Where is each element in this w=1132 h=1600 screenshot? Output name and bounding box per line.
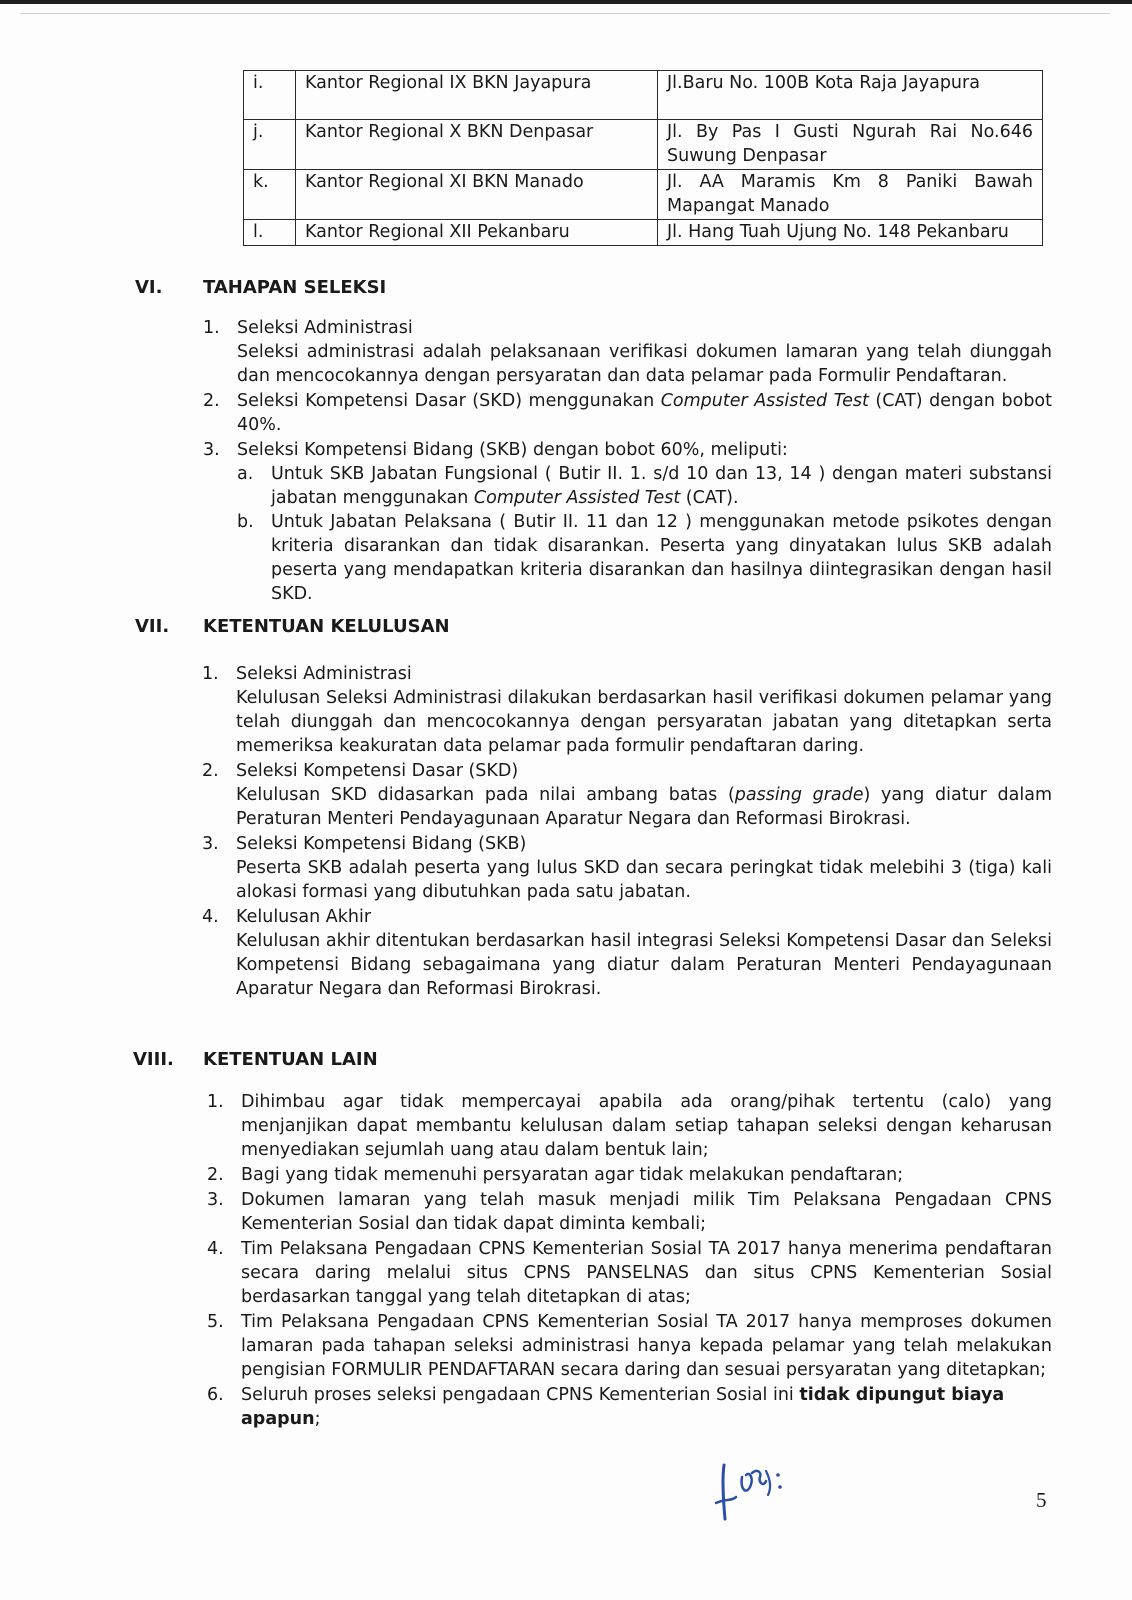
item-title: Seleksi Administrasi xyxy=(236,664,412,684)
item-number: 3. xyxy=(202,834,219,854)
section-vii-list xyxy=(202,662,1052,1002)
office-name: Kantor Regional XII Pekanbaru xyxy=(296,220,658,246)
regional-office-table xyxy=(243,70,1043,246)
list-item xyxy=(207,1163,1052,1187)
item-number: 2. xyxy=(202,761,219,781)
office-address xyxy=(658,170,1043,220)
section-vi-list xyxy=(203,316,1052,607)
text-run: Seluruh proses seleksi pengadaan CPNS Kementerian Sosial ini xyxy=(241,1385,800,1405)
item-number: 1. xyxy=(203,318,220,338)
address-line: Mapangat Manado xyxy=(667,196,830,216)
table-row xyxy=(244,170,1043,220)
item-title: Seleksi Kompetensi Dasar (SKD) xyxy=(236,761,519,781)
item-number: 6. xyxy=(207,1385,224,1405)
scan-top-edge xyxy=(0,0,1132,4)
text-run: Kelulusan SKD didasarkan pada nilai ambang batas ( xyxy=(236,785,735,805)
item-number: 3. xyxy=(207,1190,224,1210)
list-item xyxy=(203,389,1052,437)
text-run: Untuk SKB Jabatan Fungsional ( Butir II. 1. s/d 10 dan 13, 14 ) dengan materi substansi jabatan menggunakan xyxy=(271,464,1052,508)
handwritten-initials xyxy=(710,1457,800,1527)
italic-term: passing grade xyxy=(734,785,864,805)
item-text xyxy=(241,1383,1052,1431)
text-run: ; xyxy=(314,1409,321,1429)
address-line: Jl. AA Maramis Km 8 Paniki Bawah xyxy=(667,172,1033,192)
text-run: Seleksi Kompetensi Dasar (SKD) menggunakan xyxy=(237,391,661,411)
sub-item-letter: a. xyxy=(237,464,254,484)
row-letter: j. xyxy=(244,120,296,170)
table-row xyxy=(244,120,1043,170)
item-number: 5. xyxy=(207,1312,224,1332)
office-name: Kantor Regional X BKN Denpasar xyxy=(296,120,658,170)
sub-item xyxy=(237,462,1052,510)
sub-item-letter: b. xyxy=(237,512,254,532)
list-item xyxy=(207,1188,1052,1236)
scan-artifact-line xyxy=(20,13,1110,14)
item-text: Tim Pelaksana Pengadaan CPNS Kementerian Sosial TA 2017 hanya memproses dokumen lamaran pada tahapan seleksi administrasi hanya kepada pelamar yang telah melakukan pengisian FORMULIR PENDAFTARAN secara daring dan sesuai persyaratan yang ditetapkan; xyxy=(241,1312,1052,1380)
item-title: Seleksi Administrasi xyxy=(237,318,413,338)
address-line: Jl. By Pas I Gusti Ngurah Rai No.646 xyxy=(667,122,1033,142)
row-letter: i. xyxy=(244,71,296,120)
section-viii-title: KETENTUAN LAIN xyxy=(203,1049,378,1070)
office-address xyxy=(658,220,1043,246)
section-vi-title: TAHAPAN SELEKSI xyxy=(203,277,387,298)
list-item xyxy=(203,438,1052,606)
address-line: Suwung Denpasar xyxy=(667,146,827,166)
sub-item xyxy=(237,510,1052,606)
text-run: (CAT). xyxy=(680,488,739,508)
row-letter: l. xyxy=(244,220,296,246)
item-text: Dokumen lamaran yang telah masuk menjadi milik Tim Pelaksana Pengadaan CPNS Kementerian Sosial dan tidak dapat diminta kembali; xyxy=(241,1190,1052,1234)
item-title: Seleksi Kompetensi Bidang (SKB) xyxy=(236,834,527,854)
office-address xyxy=(658,120,1043,170)
item-text: Dihimbau agar tidak mempercayai apabila ada orang/pihak tertentu (calo) yang menjanjikan dapat membantu kelulusan dalam setiap tahapan seleksi dengan keharusan menyediakan sejumlah uang atau dalam bentuk lain; xyxy=(241,1092,1052,1160)
section-vii-title: KETENTUAN KELULUSAN xyxy=(203,616,450,637)
text-run: (CAT) dengan bobot 40%. xyxy=(237,391,1052,435)
item-text xyxy=(237,389,1052,437)
item-title: Seleksi Kompetensi Bidang (SKB) dengan bobot 60%, meliputi: xyxy=(237,440,788,460)
item-text: Seleksi administrasi adalah pelaksanaan verifikasi dokumen lamaran yang telah diunggah dan mencocokannya dengan persyaratan dan data pelamar pada Formulir Pendaftaran. xyxy=(237,342,1052,386)
item-number: 4. xyxy=(207,1239,224,1259)
item-text: Tim Pelaksana Pengadaan CPNS Kementerian Sosial TA 2017 hanya menerima pendaftaran secara daring melalui situs CPNS PANSELNAS dan situs CPNS Kementerian Sosial berdasarkan tanggal yang telah ditetapkan di atas; xyxy=(241,1239,1052,1307)
item-number: 1. xyxy=(202,664,219,684)
item-text: Bagi yang tidak memenuhi persyaratan agar tidak melakukan pendaftaran; xyxy=(241,1165,904,1185)
bold-phrase: tidak dipungut biaya apapun xyxy=(241,1385,1005,1429)
list-item xyxy=(203,316,1052,388)
table-row xyxy=(244,71,1043,120)
section-viii-list xyxy=(207,1090,1052,1432)
italic-term: Computer Assisted Test xyxy=(473,488,681,508)
item-number: 2. xyxy=(207,1165,224,1185)
list-item xyxy=(207,1237,1052,1309)
list-item xyxy=(207,1090,1052,1162)
list-item xyxy=(202,832,1052,904)
address-line: Jl. Hang Tuah Ujung No. 148 Pekanbaru xyxy=(667,222,1009,242)
item-number: 2. xyxy=(203,391,220,411)
item-number: 4. xyxy=(202,907,219,927)
item-text xyxy=(236,783,1052,831)
section-vii-number: VII. xyxy=(135,616,170,637)
text-run: ) yang diatur dalam Peraturan Menteri Pendayagunaan Aparatur Negara dan Reformasi Birokrasi. xyxy=(236,785,1052,829)
page-number: 5 xyxy=(1036,1488,1047,1512)
item-title: Kelulusan Akhir xyxy=(236,907,372,927)
sub-item-text: Untuk Jabatan Pelaksana ( Butir II. 11 dan 12 ) menggunakan metode psikotes dengan kriteria disarankan dan tidak disarankan. Peserta yang dinyatakan lulus SKB adalah peserta yang mendapatkan kriteria disarankan dan hasilnya diintegrasikan dengan hasil SKD. xyxy=(271,512,1052,604)
office-address xyxy=(658,71,1043,120)
office-name: Kantor Regional XI BKN Manado xyxy=(296,170,658,220)
item-text: Kelulusan akhir ditentukan berdasarkan hasil integrasi Seleksi Kompetensi Dasar dan Seleksi Kompetensi Bidang sebagaimana yang diatur dalam Peraturan Menteri Pendayagunaan Aparatur Negara dan Reformasi Birokrasi. xyxy=(236,931,1052,999)
table-row xyxy=(244,220,1043,246)
office-name: Kantor Regional IX BKN Jayapura xyxy=(296,71,658,120)
list-item xyxy=(207,1383,1052,1431)
item-number: 3. xyxy=(203,440,220,460)
row-letter: k. xyxy=(244,170,296,220)
address-line: Jl.Baru No. 100B Kota Raja Jayapura xyxy=(667,73,980,93)
item-number: 1. xyxy=(207,1092,224,1112)
section-vi-number: VI. xyxy=(135,277,163,298)
sub-item-text xyxy=(271,462,1052,510)
italic-term: Computer Assisted Test xyxy=(660,391,869,411)
list-item xyxy=(207,1310,1052,1382)
list-item xyxy=(202,905,1052,1001)
list-item xyxy=(202,759,1052,831)
list-item xyxy=(202,662,1052,758)
item-text: Peserta SKB adalah peserta yang lulus SKD dan secara peringkat tidak melebihi 3 (tiga) kali alokasi formasi yang dibutuhkan pada satu jabatan. xyxy=(236,858,1052,902)
item-text: Kelulusan Seleksi Administrasi dilakukan berdasarkan hasil verifikasi dokumen pelamar yang telah diunggah dan mencocokannya dengan persyaratan jabatan yang ditetapkan serta memeriksa keakuratan data pelamar pada formulir pendaftaran daring. xyxy=(236,688,1052,756)
section-viii-number: VIII. xyxy=(133,1049,174,1070)
